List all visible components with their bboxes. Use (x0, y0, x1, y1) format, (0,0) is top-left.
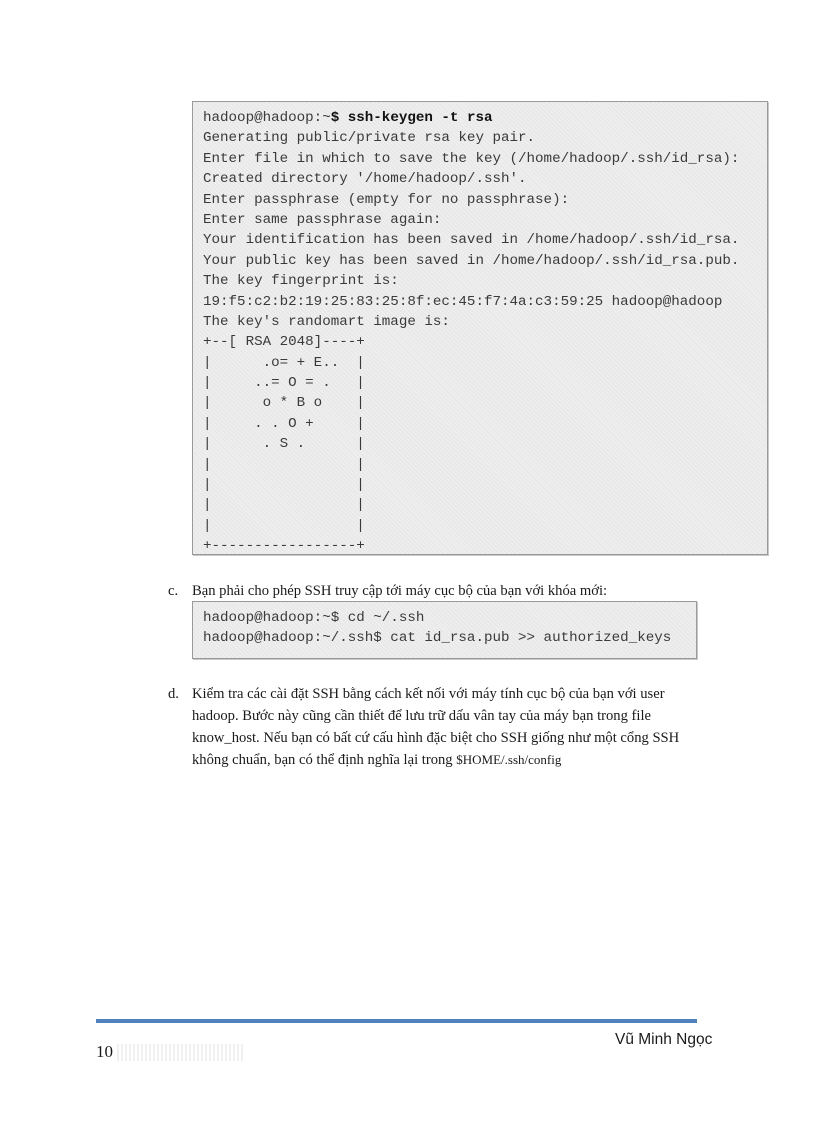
code-output-line: Enter same passphrase again: (203, 211, 442, 228)
code-output-line: +-----------------+ (203, 538, 365, 555)
list-item-letter: d. (168, 686, 179, 702)
code-output-line: | o * B o | (203, 395, 365, 412)
code-output-line: The key's randomart image is: (203, 313, 450, 330)
paragraph-line: Kiểm tra các cài đặt SSH bằng cách kết nối với máy tính cục bộ của bạn với user (192, 686, 665, 702)
list-item-d (168, 683, 728, 775)
code-output-line: Enter passphrase (empty for no passphrase): (203, 191, 570, 208)
footer-rule (96, 1019, 697, 1023)
code-output-line: | ..= O = . | (203, 375, 365, 392)
command-text: $ ssh-keygen -t rsa (330, 110, 493, 126)
code-output-line: | | (203, 497, 365, 514)
code-output-line: The key fingerprint is: (203, 273, 399, 290)
page-number-shading (117, 1044, 244, 1061)
code-output-line: | . S . | (203, 436, 365, 453)
code-output-line: | . . O + | (203, 415, 365, 432)
list-item-text: Bạn phải cho phép SSH truy cập tới máy cục bộ của bạn với khóa mới: (192, 583, 608, 599)
code-command-line (203, 108, 767, 128)
command-prompt: hadoop@hadoop:~ (203, 110, 331, 126)
code-output-line: 19:f5:c2:b2:19:25:83:25:8f:ec:45:f7:4a:c3:59:25 hadoop@hadoop (203, 293, 723, 310)
code-output-line: | .o= + E.. | (203, 354, 365, 371)
config-path: $HOME/.ssh/config (456, 752, 562, 767)
code-output-line: Enter file in which to save the key (/home/hadoop/.ssh/id_rsa): (203, 150, 740, 167)
list-item-letter: c. (168, 583, 179, 599)
list-item-paragraph (192, 683, 679, 771)
code-output-line: | | (203, 477, 365, 494)
paragraph-line: hadoop. Bước này cũng cần thiết để lưu trữ dấu vân tay của máy bạn trong file (192, 708, 651, 724)
code-output-line: Created directory '/home/hadoop/.ssh'. (203, 171, 527, 188)
code-line: hadoop@hadoop:~$ cd ~/.ssh (203, 610, 425, 626)
code-output-line: Your public key has been saved in /home/hadoop/.ssh/id_rsa.pub. (203, 252, 740, 269)
paragraph-line (192, 749, 679, 771)
author-name: Vũ Minh Ngọc (615, 1031, 713, 1048)
paragraph-text: không chuẩn, bạn có thể định nghĩa lại trong (192, 752, 457, 768)
page-number: 10 (96, 1042, 113, 1061)
ssh-keygen-code-block (192, 101, 768, 555)
paragraph-line: know_host. Nếu bạn có bất cứ cấu hình đặc biệt cho SSH giống như một cổng SSH (192, 730, 680, 746)
authorized-keys-code-block (192, 601, 697, 659)
code-output-line: | | (203, 517, 365, 534)
list-item-c (168, 580, 728, 602)
code-line: hadoop@hadoop:~/.ssh$ cat id_rsa.pub >> authorized_keys (203, 630, 672, 647)
code-output-line: Generating public/private rsa key pair. (203, 130, 536, 147)
code-output (203, 128, 767, 556)
code-output-line: +--[ RSA 2048]----+ (203, 334, 365, 351)
code-output-line: | | (203, 456, 365, 473)
code-output-line: Your identification has been saved in /home/hadoop/.ssh/id_rsa. (203, 232, 740, 249)
